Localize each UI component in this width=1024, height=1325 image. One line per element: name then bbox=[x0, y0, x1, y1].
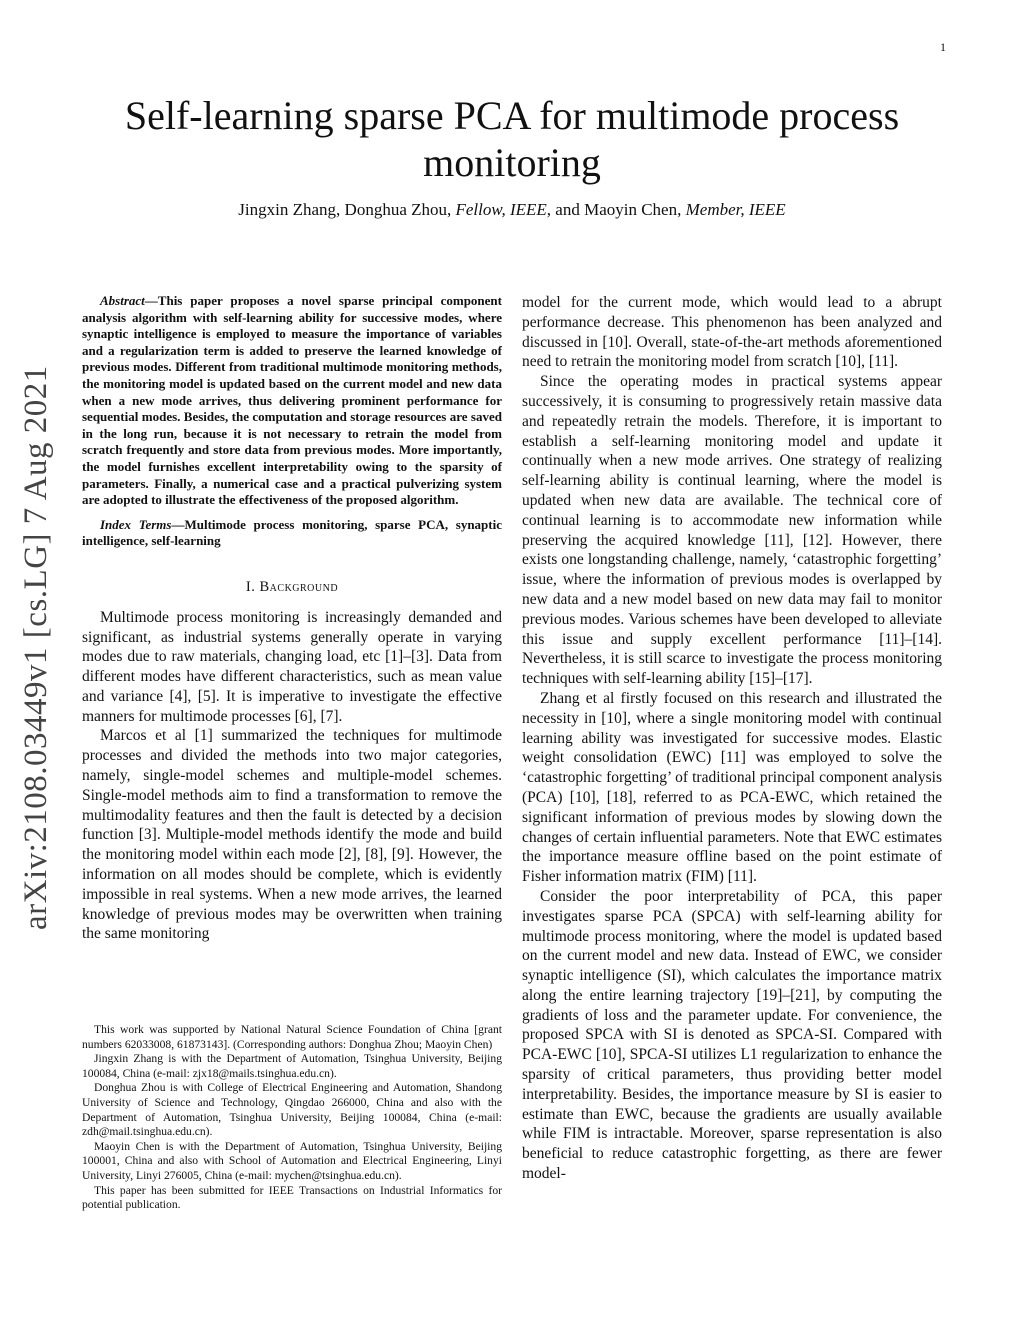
author-role-1: Fellow, IEEE bbox=[455, 200, 547, 219]
abstract-label: Abstract bbox=[100, 293, 145, 308]
section-heading bbox=[82, 578, 502, 598]
footnote: Donghua Zhou is with College of Electrical Engineering and Automation, Shandong University of Science and Technology, Qingdao 266000, China and also with the Department of Automation, Tsinghua University, Beijing 100084, China (e-mail: zdh@mail.tsinghua.edu.cn). bbox=[82, 1081, 502, 1139]
footnotes bbox=[82, 1023, 502, 1213]
footnote: Maoyin Chen is with the Department of Automation, Tsinghua University, Beijing 100001, China and also with School of Automation and Electrical Engineering, Linyi University, Linyi 276005, China (e-mail: mychen@tsinghua.edu.cn). bbox=[82, 1139, 502, 1182]
index-terms bbox=[82, 517, 502, 550]
abstract-text: —This paper proposes a novel sparse principal component analysis algorithm with self-learning ability for successive modes, where synaptic intelligence is employed to measure the importance of variables and a regularization term is added to preserve the learned knowledge of previous modes. Different from traditional multimode monitoring methods, the monitoring model is updated based on the current model and new data when a new mode arrives, thus delivering prominent performance for sequential modes. Besides, the computation and storage resources are saved in the long run, because it is not necessary to retrain the model from scratch frequently and store data from previous modes. More importantly, the model furnishes excellent interpretability owing to the sparsity of parameters. Finally, a numerical case and a practical pulverizing system are adopted to illustrate the effectiveness of the proposed algorithm. bbox=[82, 293, 502, 508]
section-number: I. bbox=[245, 578, 256, 595]
arxiv-identifier: arXiv:2108.03449v1 [cs.LG] 7 Aug 2021 bbox=[18, 365, 54, 930]
section-title: Background bbox=[259, 578, 339, 595]
paragraph: Multimode process monitoring is increasingly demanded and significant, as industrial systems generally operate in varying modes due to raw materials, changing load, etc [1]–[3]. Data from different modes have different characteristics, such as mean value and variance [4], [5]. It is imperative to investigate the effective manners for multimode processes [6], [7]. bbox=[82, 608, 502, 725]
paragraph: Since the operating modes in practical systems appear successively, it is consuming to progressively retain massive data and repeatedly retrain the models. Therefore, it is important to establish a self-learning monitoring model and update it continually when a new mode arrives. One strategy of realizing self-learning ability is continual learning, where the model is updated when new data are available. The technical core of continual learning is to accommodate new information while preserving the acquired knowledge [11], [12]. However, there exists one longstanding challenge, namely, ‘catastrophic forgetting’ issue, where the information of previous modes is overlapped by new data and a new model based on new data may fail to monitor previous modes. Various schemes have been developed to alleviate this issue and supply excellent performance [11]–[14]. Nevertheless, it is still scarce to investigate the process monitoring techniques with self-learning ability [15]–[17]. bbox=[522, 373, 942, 688]
footnote: This paper has been submitted for IEEE Transactions on Industrial Informatics for potential publication. bbox=[82, 1183, 502, 1212]
paragraph: Consider the poor interpretability of PCA, this paper investigates sparse PCA (SPCA) with self-learning ability for multimode process monitoring, where the model is updated based on the current model and new data. Instead of EWC, we consider synaptic intelligence (SI), which calculates the importance matrix along the entire learning trajectory [19]–[21], by computing the gradients of loss and the parameter update. For convenience, the proposed SPCA with SI is denoted as SPCA-SI. Compared with PCA-EWC [10], SPCA-SI utilizes L1 regularization to enhance the sparsity of critical parameters, thus providing better model interpretability. Besides, the importance measure by SI is easier to estimate than EWC, because the gradients are usually available while FIM is intractable. Moreover, sparse representation is also beneficial to reduce catastrophic forgetting, as there are fewer model- bbox=[522, 887, 942, 1183]
index-terms-label: Index Terms bbox=[100, 516, 172, 532]
author-names-1: Jingxin Zhang, Donghua Zhou, bbox=[238, 200, 452, 219]
footnote: Jingxin Zhang is with the Department of Automation, Tsinghua University, Beijing 100084, China (e-mail: zjx18@mails.tsinghua.edu.cn). bbox=[82, 1052, 502, 1080]
paragraph: Marcos et al [1] summarized the techniques for multimode processes and divided the methods into two major categories, namely, single-model schemes and multiple-model schemes. Single-model methods aim to find a transformation to remove the multimodality features and then the fault is detected by a decision function [3]. Multiple-model methods identify the mode and build the monitoring model within each mode [2], [8], [9]. However, the information on all modes should be complete, which is evidently impossible in real systems. When a new mode arrives, the learned knowledge of previous modes may be overwritten when training the same monitoring bbox=[82, 727, 502, 943]
paragraph: Zhang et al firstly focused on this research and illustrated the necessity in [10], where a single monitoring model with continual learning ability was investigated for successive modes. Elastic weight consolidation (EWC) [11] was employed to solve the ‘catastrophic forgetting’ of traditional principal component analysis (PCA) [10], [18], referred to as PCA-EWC, which retained the significant information of previous modes by slowing down the changes of certain influential parameters. Note that EWC estimates the importance measure offline based on the point estimate of Fisher information matrix (FIM) [11]. bbox=[522, 689, 942, 886]
left-column bbox=[82, 293, 502, 944]
author-names-2: , and Maoyin Chen, bbox=[546, 200, 682, 219]
index-terms-text: —Multimode process monitoring, sparse PCA, synaptic intelligence, self-learning bbox=[82, 516, 502, 549]
author-line bbox=[100, 200, 924, 220]
paragraph: model for the current mode, which would lead to a abrupt performance decrease. This phenomenon has been analyzed and discussed in [10]. Overall, state-of-the-art methods aforementioned need to retrain the monitoring model from scratch [10], [11]. bbox=[522, 294, 942, 371]
right-column bbox=[522, 293, 942, 1184]
footnote: This work was supported by National Natural Science Foundation of China [grant numbers 62033008, 61873143]. (Corresponding authors: Donghua Zhou; Maoyin Chen) bbox=[82, 1023, 502, 1051]
paper-title: Self-learning sparse PCA for multimode process monitoring bbox=[124, 93, 900, 185]
author-role-2: Member, IEEE bbox=[685, 200, 786, 219]
abstract bbox=[82, 293, 502, 509]
page-number: 1 bbox=[940, 40, 946, 54]
